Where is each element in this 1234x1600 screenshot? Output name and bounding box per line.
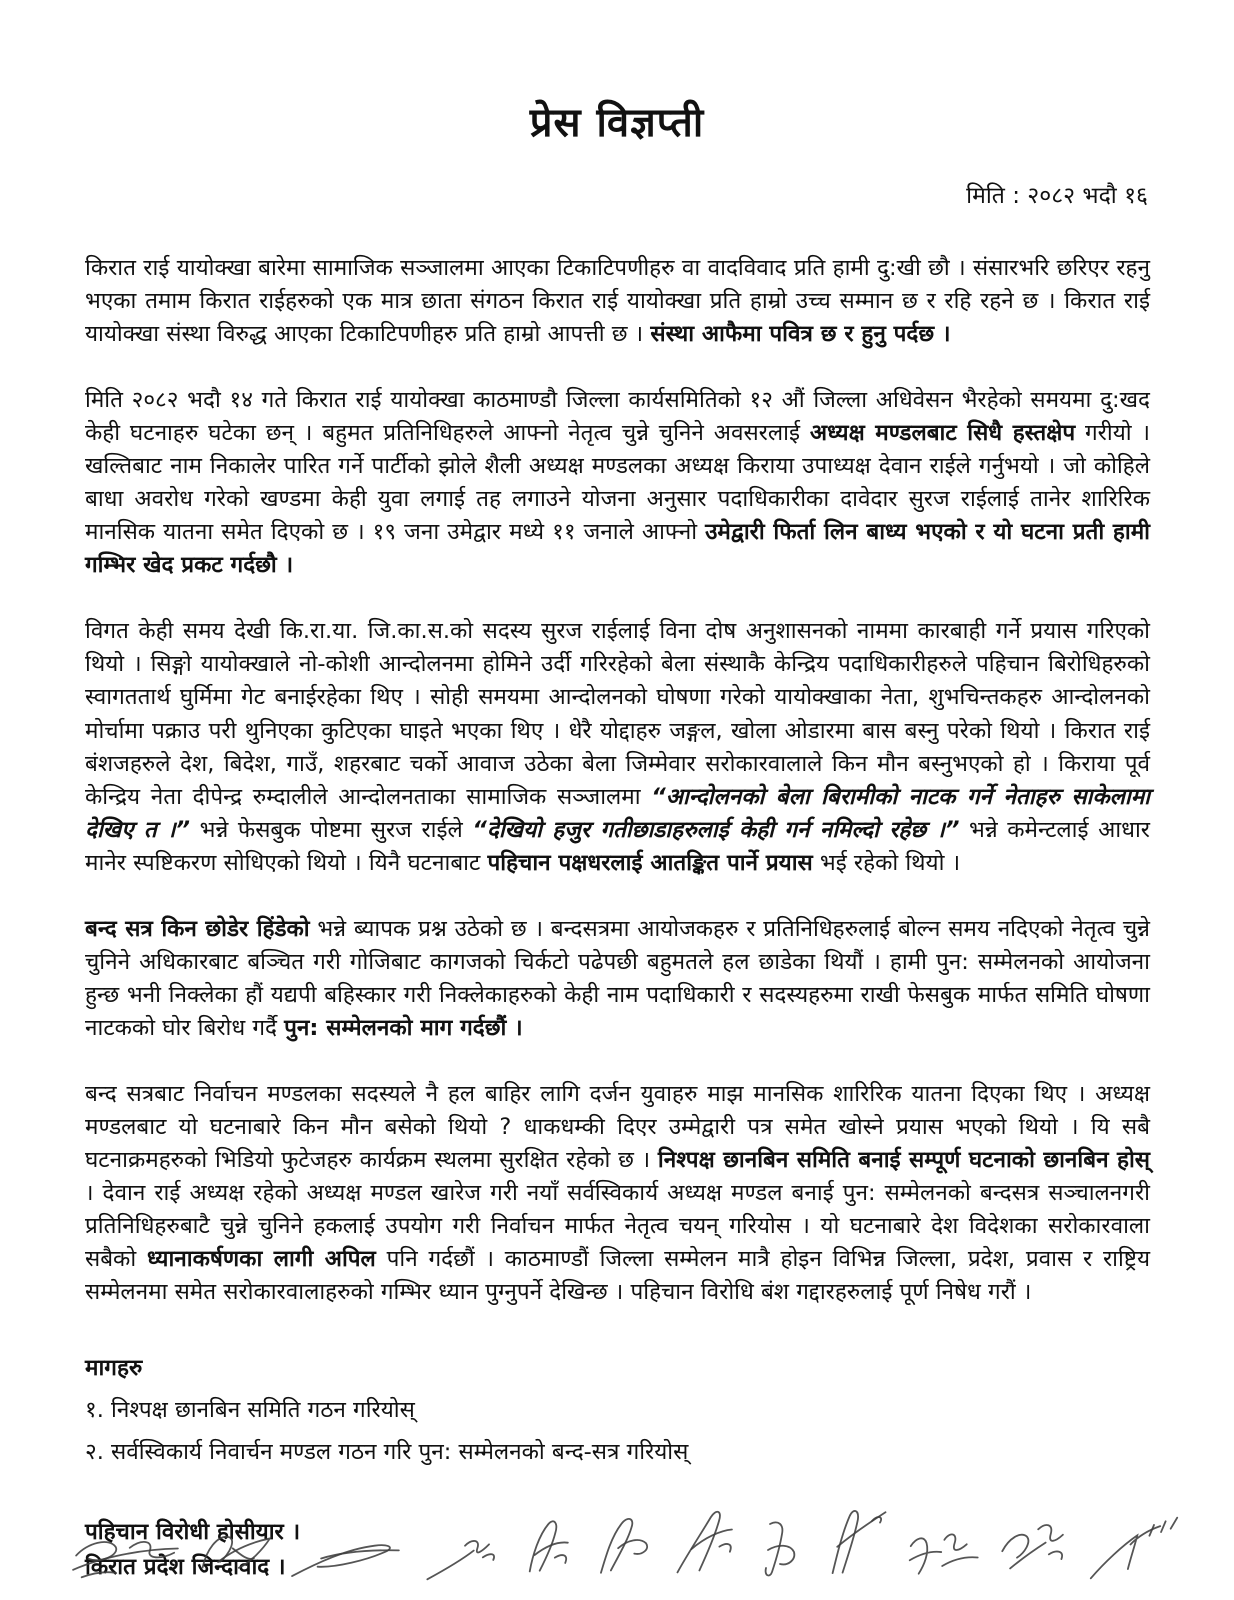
signature: [813, 1502, 893, 1582]
text-run: पनि गर्दछौं । काठमाण्डौं जिल्ला सम्मेलन मात्रै होइन विभिन्न जिल्ला, प्रदेश, प्रवास र राष्ट्रिय सम्मेलनमा समेत सरोकारवालाहरुको गम्भिर ध्यान पुग्नुपर्ने देखिन्छ । पहिचान विरोधि बंश गद्दारहरुलाई पूर्ण निषेध गरौं ।: [85, 1246, 1150, 1306]
signature: [990, 1512, 1075, 1582]
demand-item: २. सर्वस्विकार्य निवार्चन मण्डल गठन गरि पुन: सम्मेलनको बन्द-सत्र गरियोस्: [85, 1438, 689, 1465]
paragraph: [85, 913, 1150, 1045]
text-run: । देवान राई अध्यक्ष रहेको अध्यक्ष मण्डल खारेज गरी नयाँ सर्वस्विकार्य अध्यक्ष मण्डल बनाई पुन: सम्मेलनको बन्दसत्र सञ्चालनगरी प्रतिनिधिहरुबाटै चुन्ने चुनिने हकलाई उपयोग गरी निर्वाचन मार्फत नेतृत्व चयन् गरियोस । यो घटनाबारे देश विदेशका सरोकारवाला सबैको: [85, 1180, 1150, 1273]
text-run: भन्ने ब्यापक प्रश्न उठेको छ । बन्दसत्रमा आयोजकहरु र प्रतिनिधिहरुलाई बोल्न समय नदिएको नेतृत्व चुन्ने चुनिने अधिकारबाट बञ्चित गरी गोजिबाट कागजको चिर्कटो पढेपछी बहुमतले हल छाडेका थियौं । हामी पुन: सम्मेलनको आयोजना हुन्छ भनी निक्लेका हौं यद्यपी बहिस्कार गरी निक्लेकाहरुको केही नाम पदाधिकारी र सदस्यहरुमा राखी फेसबुक मार्फत समिति घोषणा नाटकको घोर बिरोध गर्दै: [85, 915, 1150, 1042]
slogan: पहिचान विरोधी होसीयार ।: [85, 1518, 301, 1545]
signature: [1079, 1514, 1189, 1582]
signature: [70, 1522, 185, 1582]
signature: [416, 1524, 511, 1582]
text-run: निश्पक्ष छानबिन समिति बनाई सम्पूर्ण घटनाको छानबिन होस्: [657, 1147, 1150, 1174]
text-run: संस्था आफैमा पवित्र छ र हुनु पर्दछ ।: [650, 320, 951, 347]
text-run: किरात राई यायोक्खा बारेमा सामाजिक सञ्जालमा आएका टिकाटिपणीहरु वा वादविवाद प्रति हामी दु:खी छौ । संसारभरि छरिएर रहनु भएका तमाम किरात राईहरुको एक मात्र छाता संगठन किरात राई यायोक्खा प्रति हाम्रो उच्च सम्मान छ र रहि रहने छ । किरात राई यायोक्खा संस्था विरुद्ध आएका टिकाटिपणीहरु प्रति हाम्रो आपत्ती छ ।: [85, 254, 1150, 347]
paragraph: [85, 615, 1150, 880]
text-run: पहिचान पक्षधरलाई आतङ्कित पार्ने प्रयास: [487, 849, 813, 876]
signature: [514, 1510, 584, 1582]
text-run: मिति २०८२ भदौ १४ गते किरात राई यायोक्खा काठमाण्डौ जिल्ला कार्यसमितिको १२ औं जिल्ला अधिवेसन भैरहेको समयमा दु:खद केही घटनाहरु घटेका छन् । बहुमत प्रतिनिधिहरुले आफ्नो नेतृत्व चुन्ने चुनिने अवसरलाई: [85, 386, 1150, 447]
text-run: “देखियो हजुर गतीछाडाहरुलाई केही गर्न नमिल्दो रहेछ ।”: [472, 816, 960, 843]
signature: [750, 1510, 810, 1582]
text-run: बन्द सत्र किन छोडेर हिंडेको: [85, 915, 310, 942]
text-run: पुन: सम्मेलनको माग गर्दछौं ।: [284, 1015, 523, 1042]
signature: [897, 1516, 987, 1582]
signature: [661, 1504, 746, 1582]
text-run: अध्यक्ष मण्डलबाट सिधै हस्तक्षेप: [809, 420, 1076, 447]
paragraph: [85, 1078, 1150, 1309]
paragraph: [85, 384, 1150, 582]
signature: [287, 1527, 412, 1582]
text-run: बन्द सत्रबाट निर्वाचन मण्डलका सदस्यले नै हल बाहिर लागि दर्जन युवाहरु माझ मानसिक शारिरिक यातना दिएका थिए । अध्यक्ष मण्डलबाट यो घटनाबारे किन मौन बसेको थियो ? धाकधम्की दिएर उम्मेद्वारी पत्र समेत खोस्ने प्रयास भएको थियो । यि सबै घटनाक्रमहरुको भिडियो फुटेजहरु कार्यक्रम स्थलमा सुरक्षित रहेको छ ।: [85, 1081, 1150, 1174]
text-run: गरीयो । खल्तिबाट नाम निकालेर पारित गर्ने पार्टीको झोले शैली अध्यक्ष मण्डलका अध्यक्ष किराया उपाध्यक्ष देवान राईले गर्नुभयो । जो कोहिले बाधा अवरोध गरेको खण्डमा केही युवा लगाई तह लगाउने योजना अनुसार पदाधिकारीका दावेदार सुरज राईलाई तानेर शारिरिक मानसिक यातना समेत दिएको छ । १९ जना उमेद्वार मध्ये ११ जनाले आफ्नो: [85, 420, 1150, 546]
document-body: [85, 252, 1150, 1585]
text-run: ध्यानाकर्षणका लागी अपिल: [146, 1246, 376, 1273]
text-run: भन्ने कमेन्टलाई आधार मानेर स्पष्टिकरण सोधिएको थियो । यिनै घटनाबाट: [85, 816, 1150, 876]
text-run: “आन्दोलनको बेला बिरामीको नाटक गर्ने नेताहरु साकेलामा देखिए त ।”: [85, 783, 1151, 843]
text-run: विगत केही समय देखी कि.रा.या. जि.का.स.को सदस्य सुरज राईलाई विना दोष अनुशासनको नाममा कारबाही गर्ने प्रयास गरिएको थियो । सिङ्गो यायोक्खाले नो-कोशी आन्दोलनमा होमिने उर्दी गरिरहेको बेला संस्थाकै केन्द्रिय पदाधिकारीहरुले पहिचान बिरोधिहरुको स्वागततार्थ घुर्मिमा गेट बनाईरहेका थिए । सोही समयमा आन्दोलनको घोषणा गरेको यायोक्खाका नेता, शुभचिन्तकहरु आन्दोलनको मोर्चामा पक्राउ परी थुनिएका कुटिएका घाइते भएका थिए । धेरै योद्दाहरु जङ्गल, खोला ओडारमा बास बस्नु परेको थियो । किरात राई बंशजहरुले देश, बिदेश, गाउँ, शहरबाट चर्को आवाज उठेका बेला जिम्मेवार सरोकारवालाले किन मौन बस्नुभएको हो । किराया पूर्व केन्द्रिय नेता दीपेन्द्र रुम्दालीले आन्दोलनताका सामाजिक सञ्जालमा: [85, 618, 1150, 810]
signature-row: [70, 1442, 1189, 1582]
text-run: भन्ने फेसबुक पोष्टमा सुरज राईले: [190, 816, 473, 843]
text-run: भई रहेको थियो ।: [812, 849, 961, 876]
date-line: मिति : २०८२ भदौ १६: [966, 182, 1148, 209]
demand-item: १. निश्पक्ष छानबिन समिति गठन गरियोस्: [85, 1396, 415, 1423]
paragraphs: [85, 252, 1150, 1310]
demands-heading: मागहरु: [85, 1354, 143, 1381]
slogan: किरात प्रदेश जिन्दावाद ।: [85, 1553, 286, 1580]
text-run: उमेद्वारी फिर्ता लिन बाध्य भएको र यो घटना प्रती हामी गम्भिर खेद प्रकट गर्दछौ ।: [85, 519, 1150, 579]
document-title: प्रेस विज्ञप्ती: [529, 99, 705, 146]
paragraph: [85, 252, 1150, 351]
signature: [189, 1520, 284, 1582]
signature: [588, 1508, 658, 1582]
